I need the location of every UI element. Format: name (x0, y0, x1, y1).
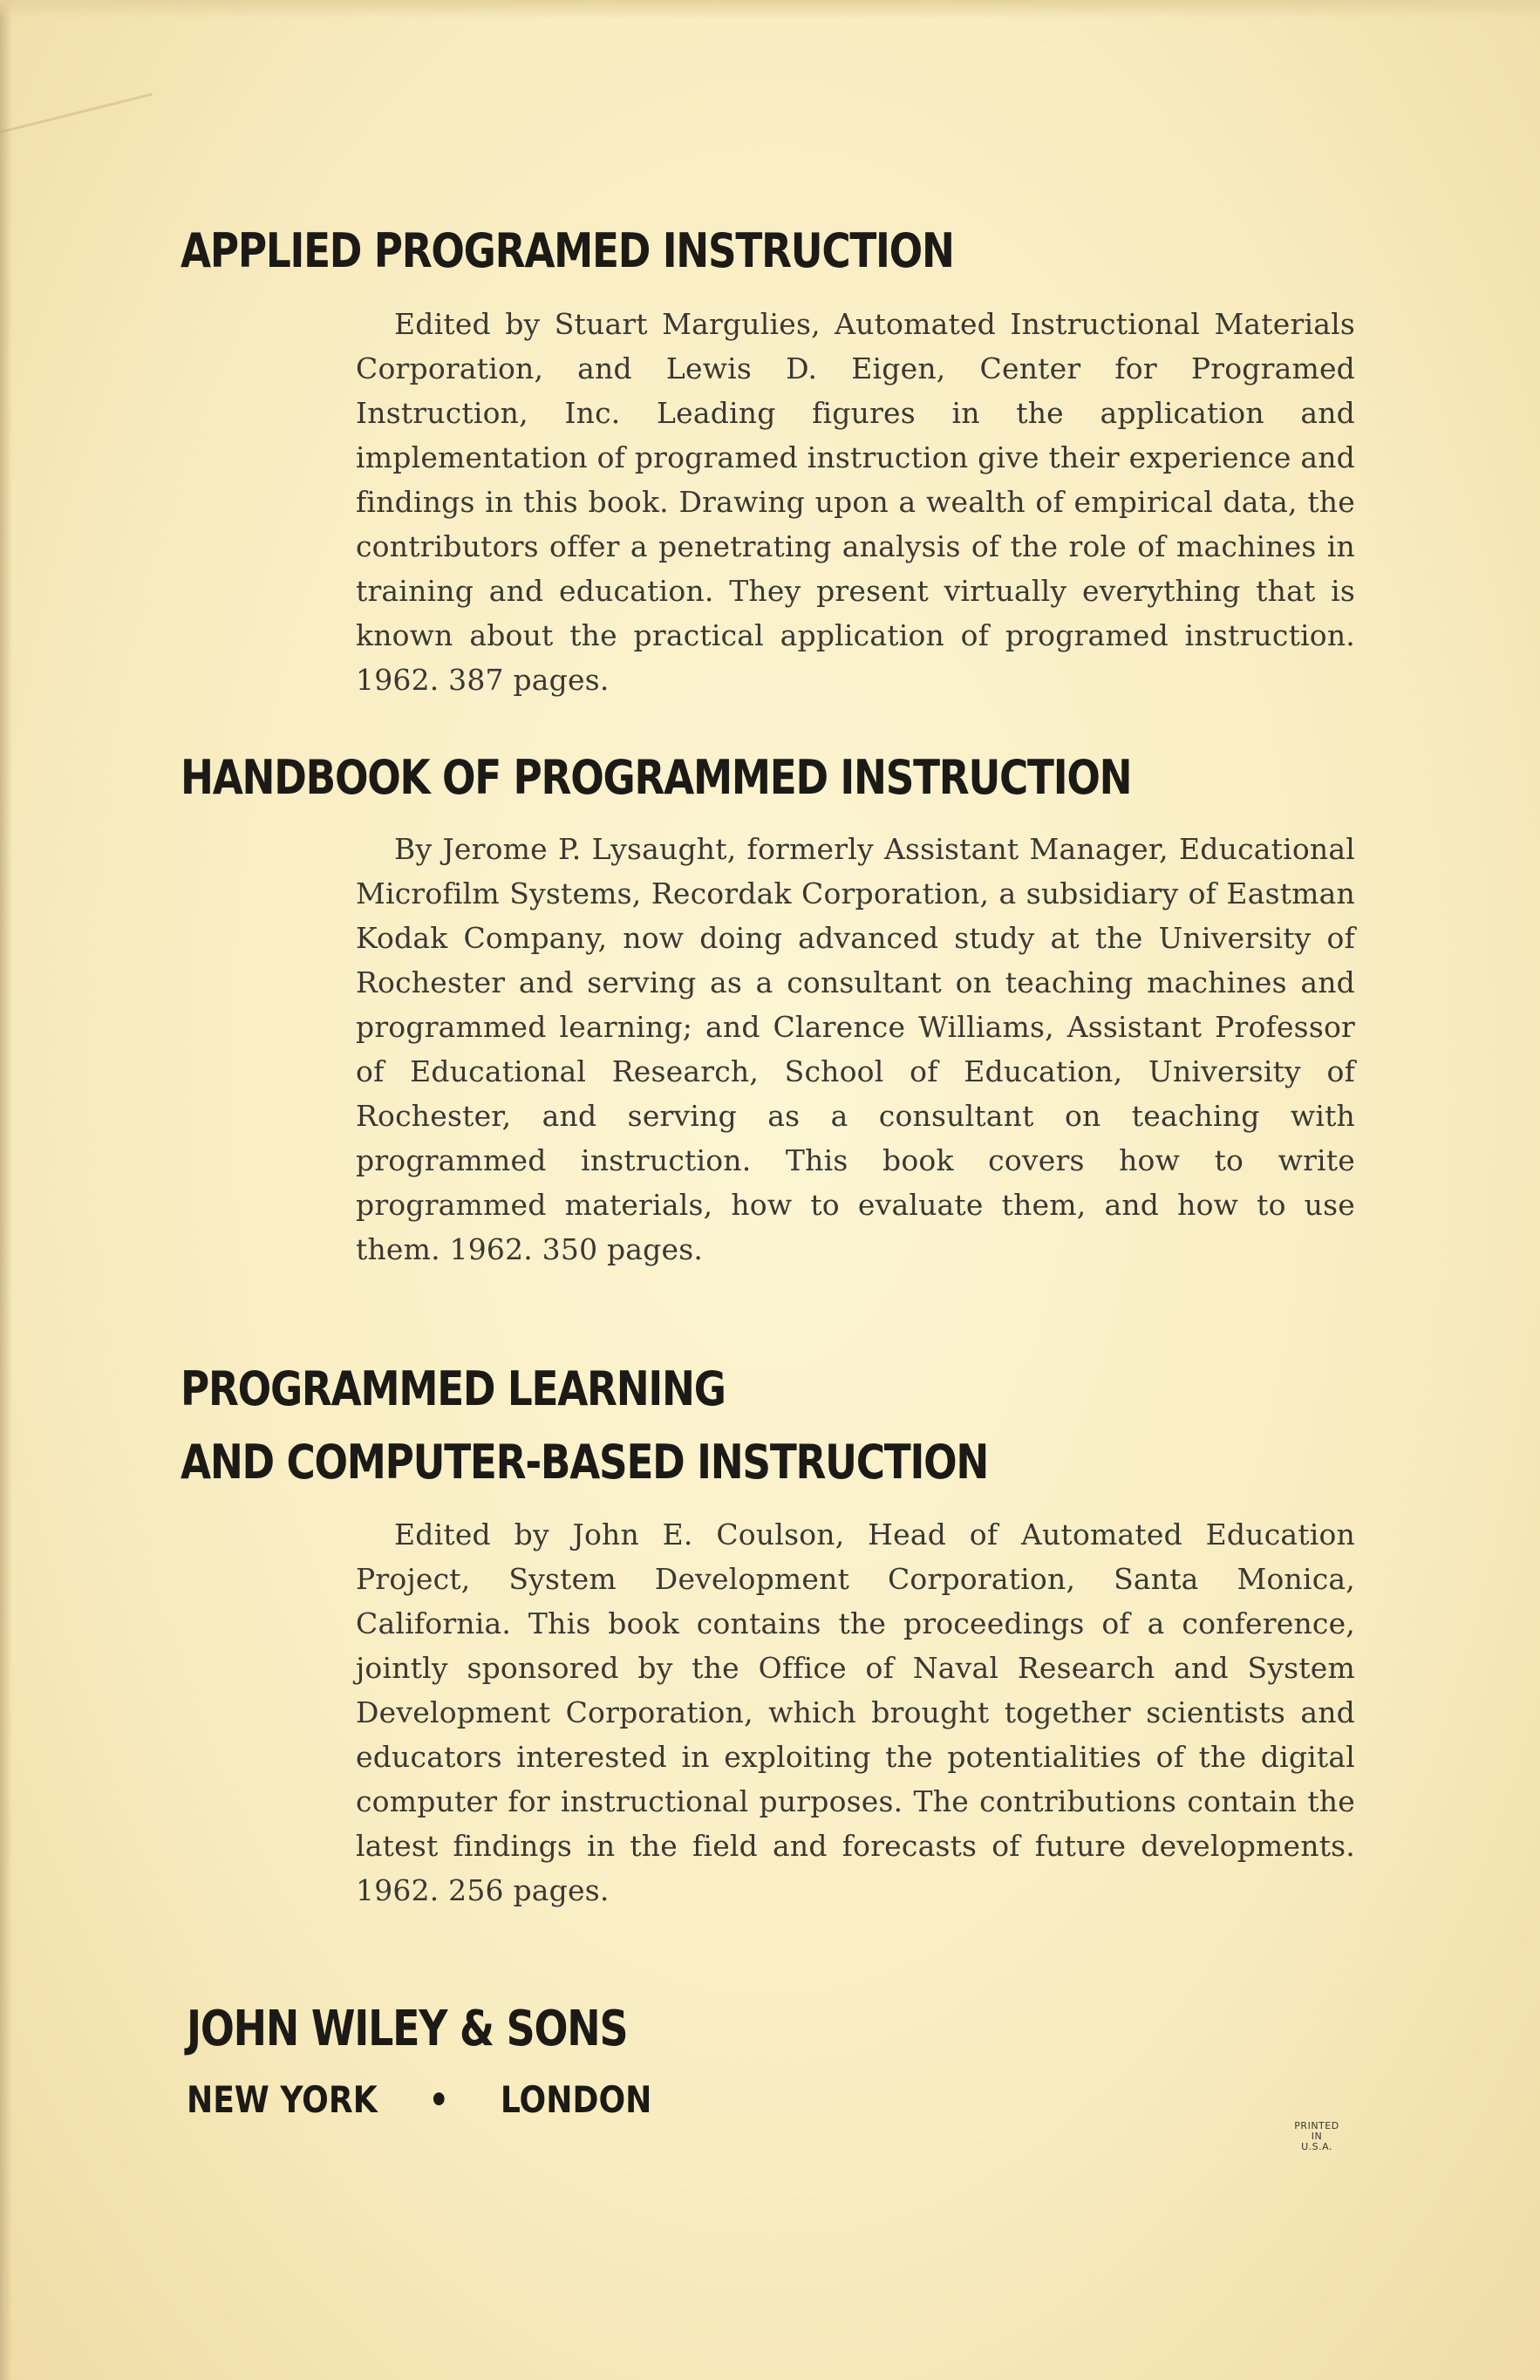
paper-crease (0, 92, 153, 133)
publisher-cities (187, 2076, 651, 2124)
book-description-programmed-learning: Edited by John E. Coulson, Head of Automated Education Project, System Development Corporation, Santa Monica, California. This book contains the proceedings of a conference, jointly sponsored by the Office of Naval Research and System Development Corporation, which brought together scientists and educators interested in exploiting the potentialities of the digital computer for instructional purposes. The contributions contain the latest findings in the field and forecasts of future developments. 1962. 256 pages. (356, 1517, 1355, 1907)
printed-mark-line-2: IN (1311, 2131, 1323, 2142)
edge-stain (0, 0, 12, 2380)
book-description-handbook-of-programmed-instruction: By Jerome P. Lysaught, formerly Assistant Manager, Educational Microfilm Systems, Recordak Corporation, a subsidiary of Eastman Kodak Company, now doing advanced study at the University of Rochester and serving as a consultant on teaching machines and programmed learning; and Clarence Williams, Assistant Professor of Educational Research, School of Education, University of Rochester, and serving as a consultant on teaching with programmed instruction. This book covers how to write programmed materials, how to evaluate them, and how to use them. 1962. 350 pages. (356, 832, 1355, 1266)
book-title-applied-programed-instruction: APPLIED PROGRAMED INSTRUCTION (181, 223, 954, 278)
bullet-separator: • (428, 2078, 449, 2121)
printed-in-usa-mark (1289, 2121, 1345, 2152)
publisher-city-london: LONDON (500, 2078, 652, 2121)
book-title-handbook-of-programmed-instruction: HANDBOOK OF PROGRAMMED INSTRUCTION (181, 750, 1132, 805)
publisher-name: JOHN WILEY & SONS (187, 2001, 628, 2057)
book-title-programmed-learning-line-2: AND COMPUTER-BASED INSTRUCTION (181, 1435, 989, 1490)
printed-mark-line-3: U.S.A. (1301, 2141, 1332, 2152)
publisher-city-new-york: NEW YORK (187, 2078, 378, 2121)
edge-stain-top (0, 0, 1540, 19)
printed-mark-line-1: PRINTED (1294, 2120, 1339, 2131)
book-title-programmed-learning-line-1: PROGRAMMED LEARNING (181, 1361, 726, 1416)
book-description-applied-programed-instruction: Edited by Stuart Margulies, Automated Instructional Materials Corporation, and Lewis D. Eigen, Center for Programed Instruction, Inc. Leading figures in the application and implementation of programed instruction give their experience and findings in this book. Drawing upon a wealth of empirical data, the contributors offer a penetrating analysis of the role of machines in training and education. They present virtually everything that is known about the practical application of programed instruction. 1962. 387 pages. (356, 307, 1355, 697)
